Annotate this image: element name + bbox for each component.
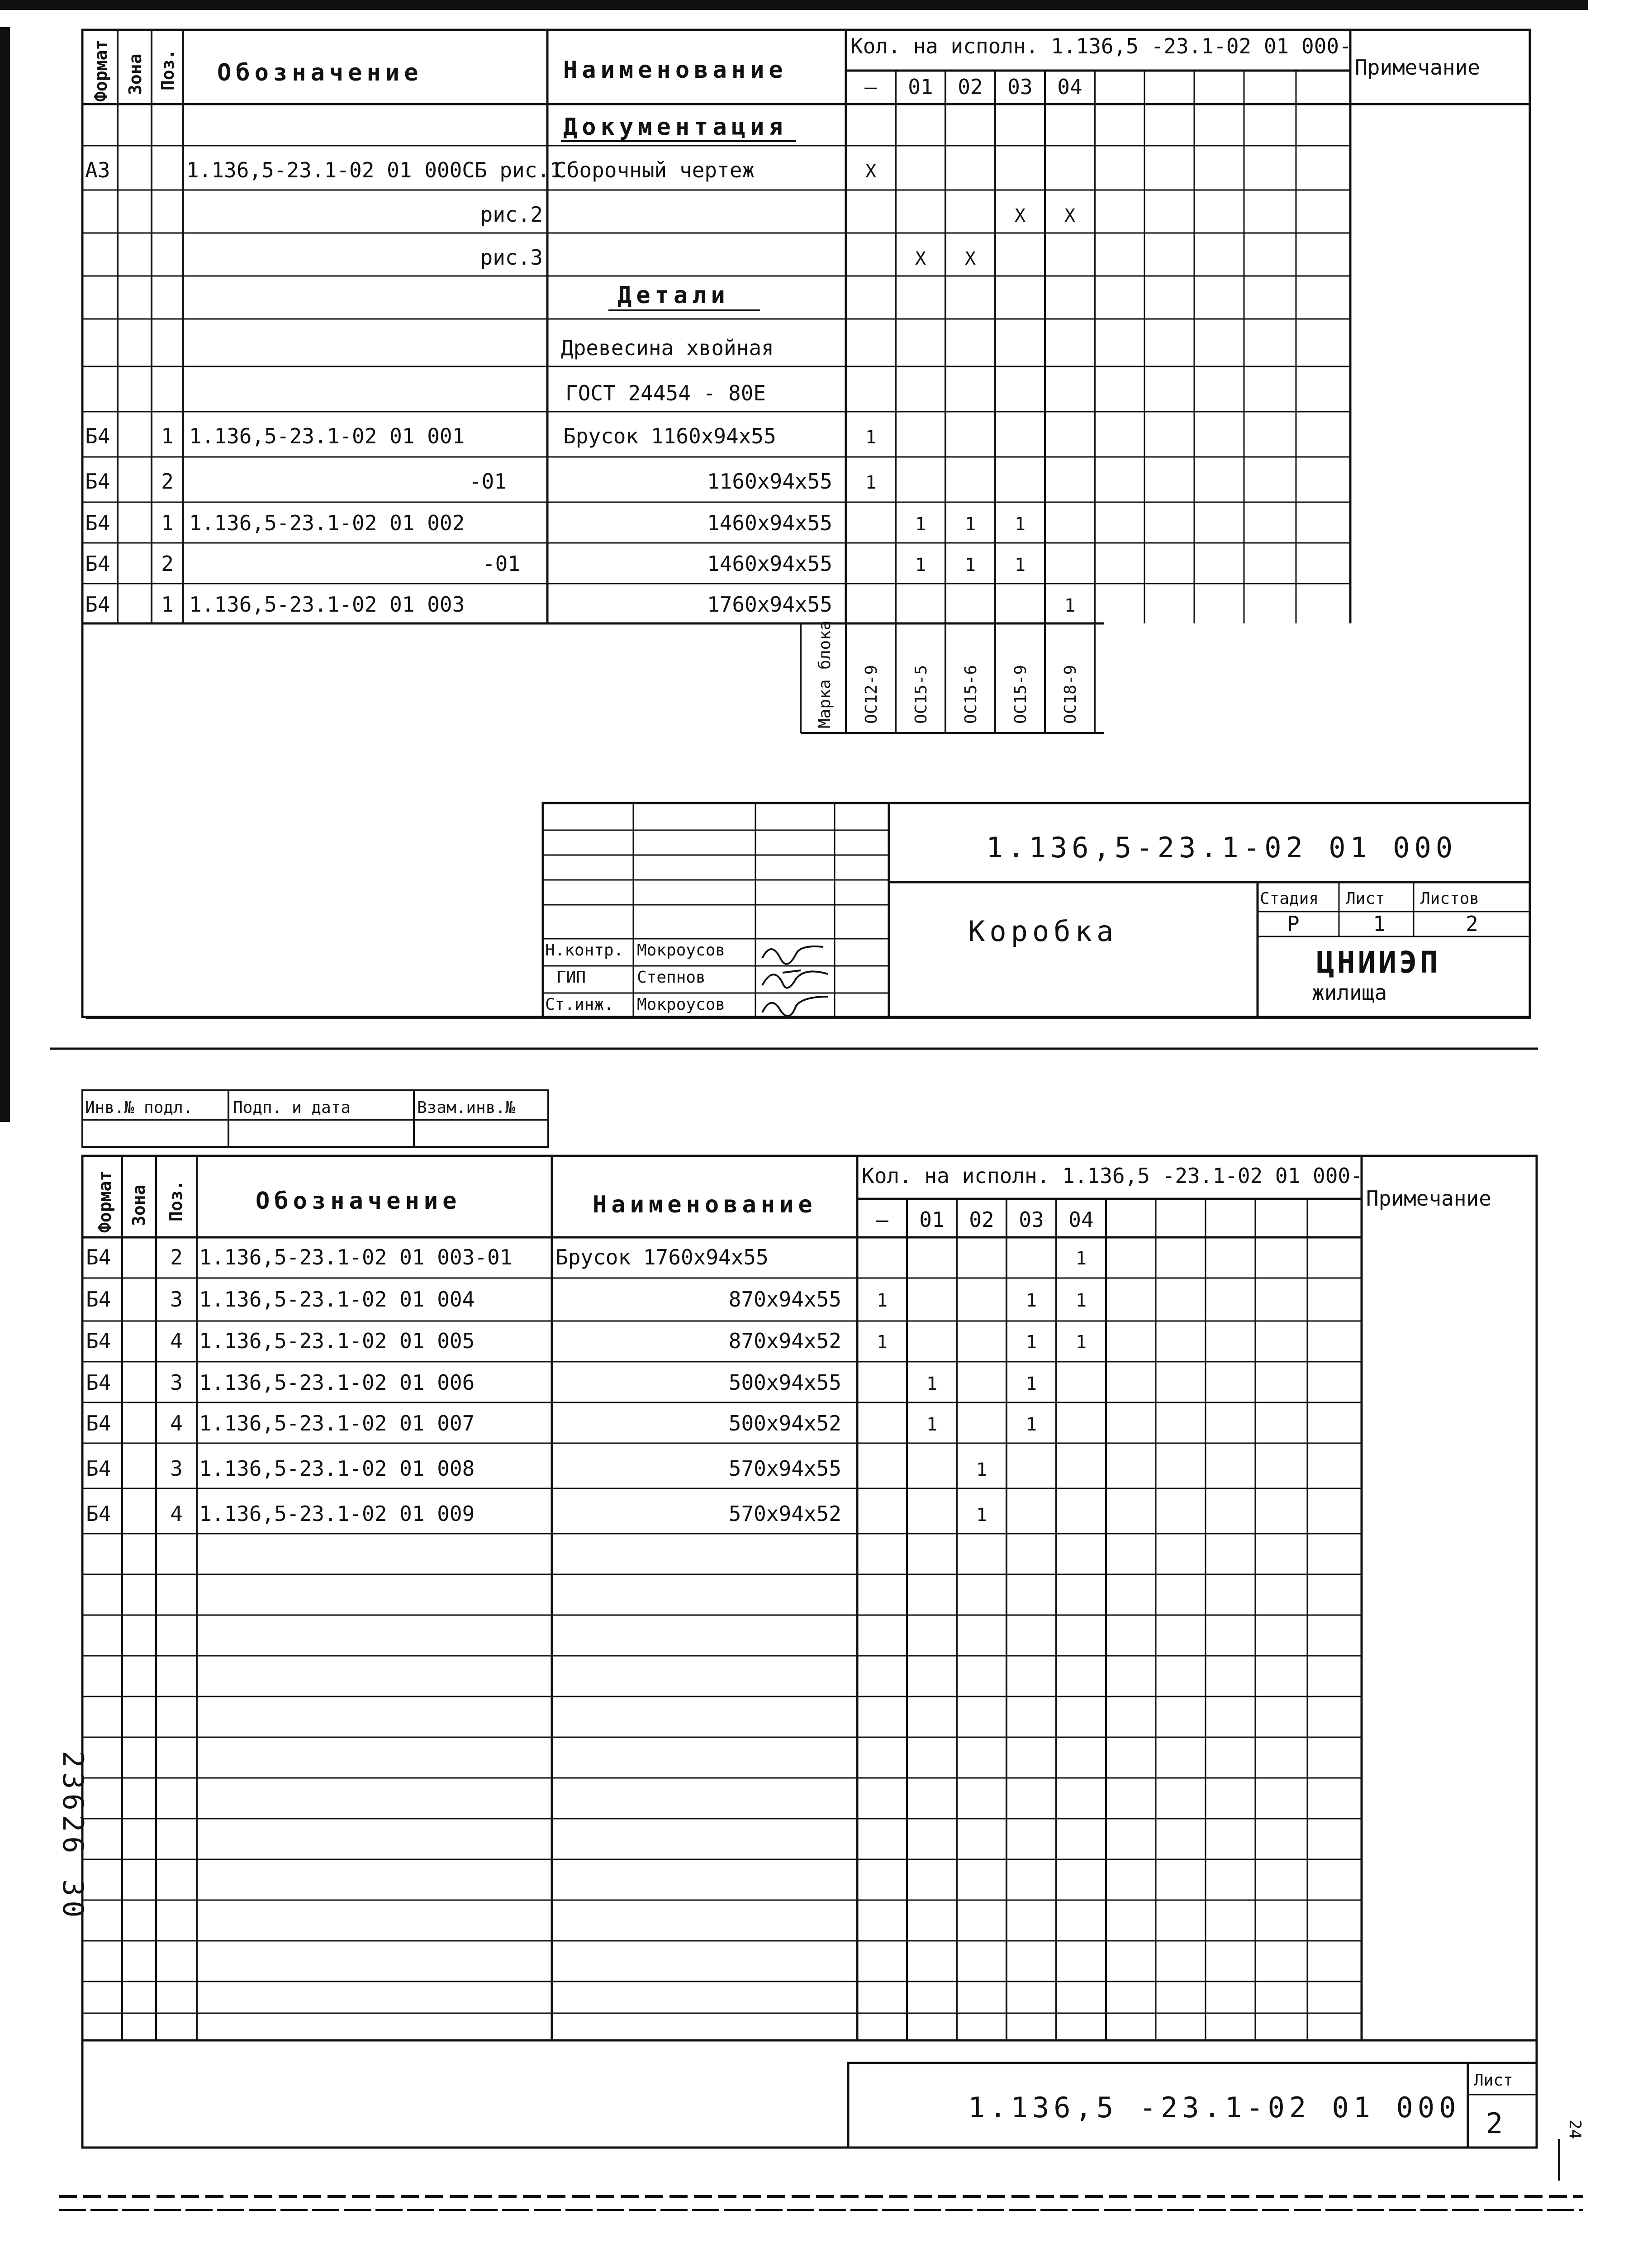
- name-cell: 1160x94x55: [707, 469, 832, 494]
- qty-mark: 1: [876, 1332, 888, 1353]
- section-title: Документация: [563, 114, 788, 141]
- pos-cell: 2: [170, 1245, 183, 1269]
- name-cell: 870x94x52: [728, 1329, 841, 1353]
- drawing-title: Коробка: [968, 915, 1118, 948]
- designation-cell: 1.136,5-23.1-02 01 009: [199, 1502, 475, 1526]
- variant-header: —: [876, 1207, 888, 1232]
- qty-mark: X: [964, 248, 976, 269]
- table-row: [85, 424, 876, 448]
- table-row: [561, 114, 796, 141]
- name-cell: Брусок 1760x94x55: [555, 1245, 769, 1269]
- qty-mark: 1: [1025, 1373, 1037, 1394]
- org-name: ЦНИИЭП: [1316, 945, 1441, 980]
- table-row: [85, 511, 1025, 535]
- block-mark: ОС15-6: [962, 665, 980, 724]
- pos-cell: 2: [161, 551, 174, 576]
- qty-mark: 1: [1075, 1248, 1087, 1269]
- variant-header: 02: [969, 1207, 994, 1232]
- table-row: [86, 1456, 987, 1481]
- variant-header: 04: [1068, 1207, 1094, 1232]
- qty-mark: 1: [976, 1459, 987, 1480]
- table-row: [85, 551, 1025, 576]
- qty-mark: 1: [915, 555, 926, 575]
- name-header: Наименование: [593, 1191, 817, 1218]
- section-title: Детали: [617, 282, 730, 309]
- block-mark: ОС15-5: [912, 665, 930, 724]
- stamp-replace-inv: Взам.инв.№: [417, 1098, 515, 1117]
- table-row: [86, 1245, 1087, 1269]
- designation-cell: 1.136,5-23.1-02 01 005: [199, 1329, 475, 1353]
- qty-mark: 1: [964, 555, 976, 575]
- sheet1-rows: [85, 114, 1075, 617]
- qty-header: Кол. на исполн. 1.136,5 -23.1-02 01 000-: [862, 1164, 1363, 1188]
- pos-cell: 3: [170, 1370, 183, 1395]
- qty-mark: X: [865, 161, 877, 182]
- table-row: [86, 1287, 1087, 1312]
- sheet-value: 1: [1373, 912, 1386, 936]
- sheet2-footer: [968, 2071, 1513, 2140]
- sheets-value: 2: [1466, 912, 1478, 936]
- format-cell: Б4: [86, 1411, 111, 1435]
- name-cell: 870x94x55: [728, 1287, 841, 1312]
- qty-mark: 1: [1025, 1290, 1037, 1311]
- block-mark: ОС12-9: [862, 665, 881, 724]
- qty-mark: X: [1064, 205, 1076, 226]
- qty-mark: X: [915, 248, 926, 269]
- signature-name: Степнов: [637, 968, 706, 987]
- designation-cell: рис.2: [480, 202, 543, 227]
- designation-cell: 1.136,5-23.1-02 01 003: [189, 592, 465, 617]
- table-row: [86, 1502, 987, 1526]
- designation-cell: 1.136,5-23.1-02 01 007: [199, 1411, 475, 1435]
- stamp-inv: Инв.№ подл.: [85, 1098, 193, 1117]
- stamp-sign-date: Подп. и дата: [233, 1098, 351, 1117]
- pos-cell: 4: [170, 1502, 183, 1526]
- qty-mark: 1: [964, 514, 976, 535]
- designation-header: Обозначение: [256, 1188, 461, 1215]
- format-cell: Б4: [85, 511, 110, 535]
- table-row: [565, 381, 766, 405]
- format-cell: Б4: [85, 424, 110, 448]
- name-cell: Сборочный чертеж: [554, 158, 755, 182]
- block-mark-label: Марка блока: [816, 620, 834, 728]
- signature-rows: [545, 941, 725, 1014]
- format-cell: Б4: [86, 1502, 111, 1526]
- qty-mark: 1: [1075, 1332, 1087, 1353]
- variant-header: 01: [908, 75, 933, 99]
- format-cell: Б4: [86, 1370, 111, 1395]
- qty-mark: 1: [876, 1290, 888, 1311]
- designation-cell: 1.136,5-23.1-02 01 006: [199, 1370, 475, 1395]
- pos-cell: 4: [170, 1411, 183, 1435]
- name-cell: 1760x94x55: [707, 592, 832, 617]
- drawing-code: 1.136,5-23.1-02 01 000: [986, 831, 1457, 864]
- name-cell: 570x94x52: [728, 1502, 841, 1526]
- designation-cell: 1.136,5-23.1-02 01 008: [199, 1456, 475, 1481]
- name-cell: Брусок 1160x94x55: [563, 424, 776, 448]
- qty-mark: 1: [1025, 1414, 1037, 1435]
- pos-cell: 1: [161, 424, 174, 448]
- variant-header: 02: [958, 75, 983, 99]
- qty-mark: 1: [915, 514, 926, 535]
- handwritten-signatures: [762, 946, 828, 1016]
- format-header: Формат: [95, 1170, 115, 1233]
- name-cell: 570x94x55: [728, 1456, 841, 1481]
- format-cell: Б4: [86, 1456, 111, 1481]
- table-row: [85, 158, 876, 182]
- signature-name: Мокроусов: [637, 995, 726, 1014]
- designation-cell: рис.3: [480, 245, 543, 270]
- variant-headers: [876, 1207, 1094, 1232]
- table-row: [86, 1329, 1087, 1353]
- format-header: Формат: [91, 39, 111, 102]
- signature-role: Ст.инж.: [545, 995, 614, 1014]
- pos-cell: 1: [161, 592, 174, 617]
- qty-mark: 1: [1014, 555, 1026, 575]
- footer-code: 1.136,5 -23.1-02 01 000: [968, 2091, 1461, 2124]
- footer-sheet-label: Лист: [1474, 2071, 1513, 2090]
- qty-mark: 1: [926, 1414, 938, 1435]
- qty-mark: 1: [1075, 1290, 1087, 1311]
- format-cell: Б4: [85, 469, 110, 494]
- table-row: [608, 282, 760, 310]
- variant-headers: [864, 75, 1082, 99]
- note-header: Примечание: [1366, 1186, 1491, 1211]
- sheets-label: Листов: [1420, 889, 1480, 908]
- footer-sheet-number: 2: [1486, 2107, 1508, 2140]
- table-row: [480, 245, 976, 270]
- format-cell: Б4: [86, 1287, 111, 1312]
- org-department: жилища: [1312, 980, 1387, 1005]
- format-cell: Б4: [85, 551, 110, 576]
- name-cell: 1460x94x55: [707, 511, 832, 535]
- format-cell: А3: [85, 158, 110, 182]
- sheet-label: Лист: [1346, 889, 1385, 908]
- qty-mark: 1: [1025, 1332, 1037, 1353]
- sheet2-rows: [86, 1245, 1087, 1526]
- qty-mark: 1: [926, 1373, 938, 1394]
- variant-header: —: [864, 75, 877, 99]
- qty-mark: 1: [1064, 595, 1076, 616]
- approval-stamp: [82, 1090, 548, 1147]
- variant-header: 04: [1057, 75, 1082, 99]
- zone-header: Зона: [129, 1184, 149, 1226]
- signature-role: ГИП: [556, 968, 586, 987]
- format-cell: Б4: [85, 592, 110, 617]
- block-marks: [816, 621, 1080, 728]
- variant-header: 01: [919, 1207, 945, 1232]
- pos-cell: 1: [161, 511, 174, 535]
- corner-page-number: 24: [1566, 2119, 1584, 2139]
- pos-cell: 2: [161, 469, 174, 494]
- pos-cell: 3: [170, 1287, 183, 1312]
- format-cell: Б4: [86, 1329, 111, 1353]
- table-row: [85, 592, 1075, 617]
- variant-header: 03: [1007, 75, 1033, 99]
- designation-header: Обозначение: [217, 59, 423, 86]
- table-row: [480, 202, 1076, 227]
- qty-mark: 1: [976, 1505, 987, 1525]
- designation-cell: 1.136,5-23.1-02 01 001: [189, 424, 465, 448]
- designation-cell: -01: [482, 551, 520, 576]
- signature-role: Н.контр.: [545, 941, 624, 960]
- sheet1-header: [91, 34, 1480, 102]
- pos-cell: 3: [170, 1456, 183, 1481]
- qty-header: Кол. на исполн. 1.136,5 -23.1-02 01 000-: [850, 34, 1352, 58]
- designation-cell: 1.136,5-23.1-02 01 004: [199, 1287, 475, 1312]
- name-cell: 1460x94x55: [707, 551, 832, 576]
- side-archive-number: 23626 30: [57, 1751, 90, 1922]
- qty-mark: 1: [1014, 514, 1026, 535]
- pos-header: Поз.: [166, 1180, 186, 1221]
- block-mark: ОС18-9: [1061, 665, 1080, 724]
- table-row: [86, 1411, 1037, 1435]
- stage-value: Р: [1287, 912, 1300, 936]
- signature-name: Мокроусов: [637, 941, 726, 960]
- table-row: [85, 469, 876, 494]
- designation-cell: 1.136,5-23.1-02 01 003-01: [199, 1245, 513, 1269]
- designation-cell: 1.136,5-23.1-02 01 000СБ рис.1: [186, 158, 562, 182]
- note-header: Примечание: [1355, 55, 1480, 80]
- name-cell: 500x94x52: [728, 1411, 841, 1435]
- table-row: [561, 336, 774, 360]
- variant-header: 03: [1019, 1207, 1044, 1232]
- stage-label: Стадия: [1260, 889, 1319, 908]
- designation-cell: -01: [469, 469, 507, 494]
- qty-mark: X: [1014, 205, 1026, 226]
- title-block: [543, 803, 1530, 1017]
- table-row: [86, 1370, 1037, 1395]
- pos-cell: 4: [170, 1329, 183, 1353]
- name-cell: ГОСТ 24454 - 80Е: [565, 381, 766, 405]
- qty-mark: 1: [865, 472, 877, 493]
- zone-header: Зона: [125, 53, 145, 95]
- format-cell: Б4: [86, 1245, 111, 1269]
- designation-cell: 1.136,5-23.1-02 01 002: [189, 511, 465, 535]
- name-cell: Древесина хвойная: [561, 336, 774, 360]
- name-header: Наименование: [563, 57, 788, 84]
- pos-header: Поз.: [158, 49, 178, 90]
- name-cell: 500x94x55: [728, 1370, 841, 1395]
- block-mark: ОС15-9: [1011, 665, 1030, 724]
- qty-mark: 1: [865, 427, 877, 448]
